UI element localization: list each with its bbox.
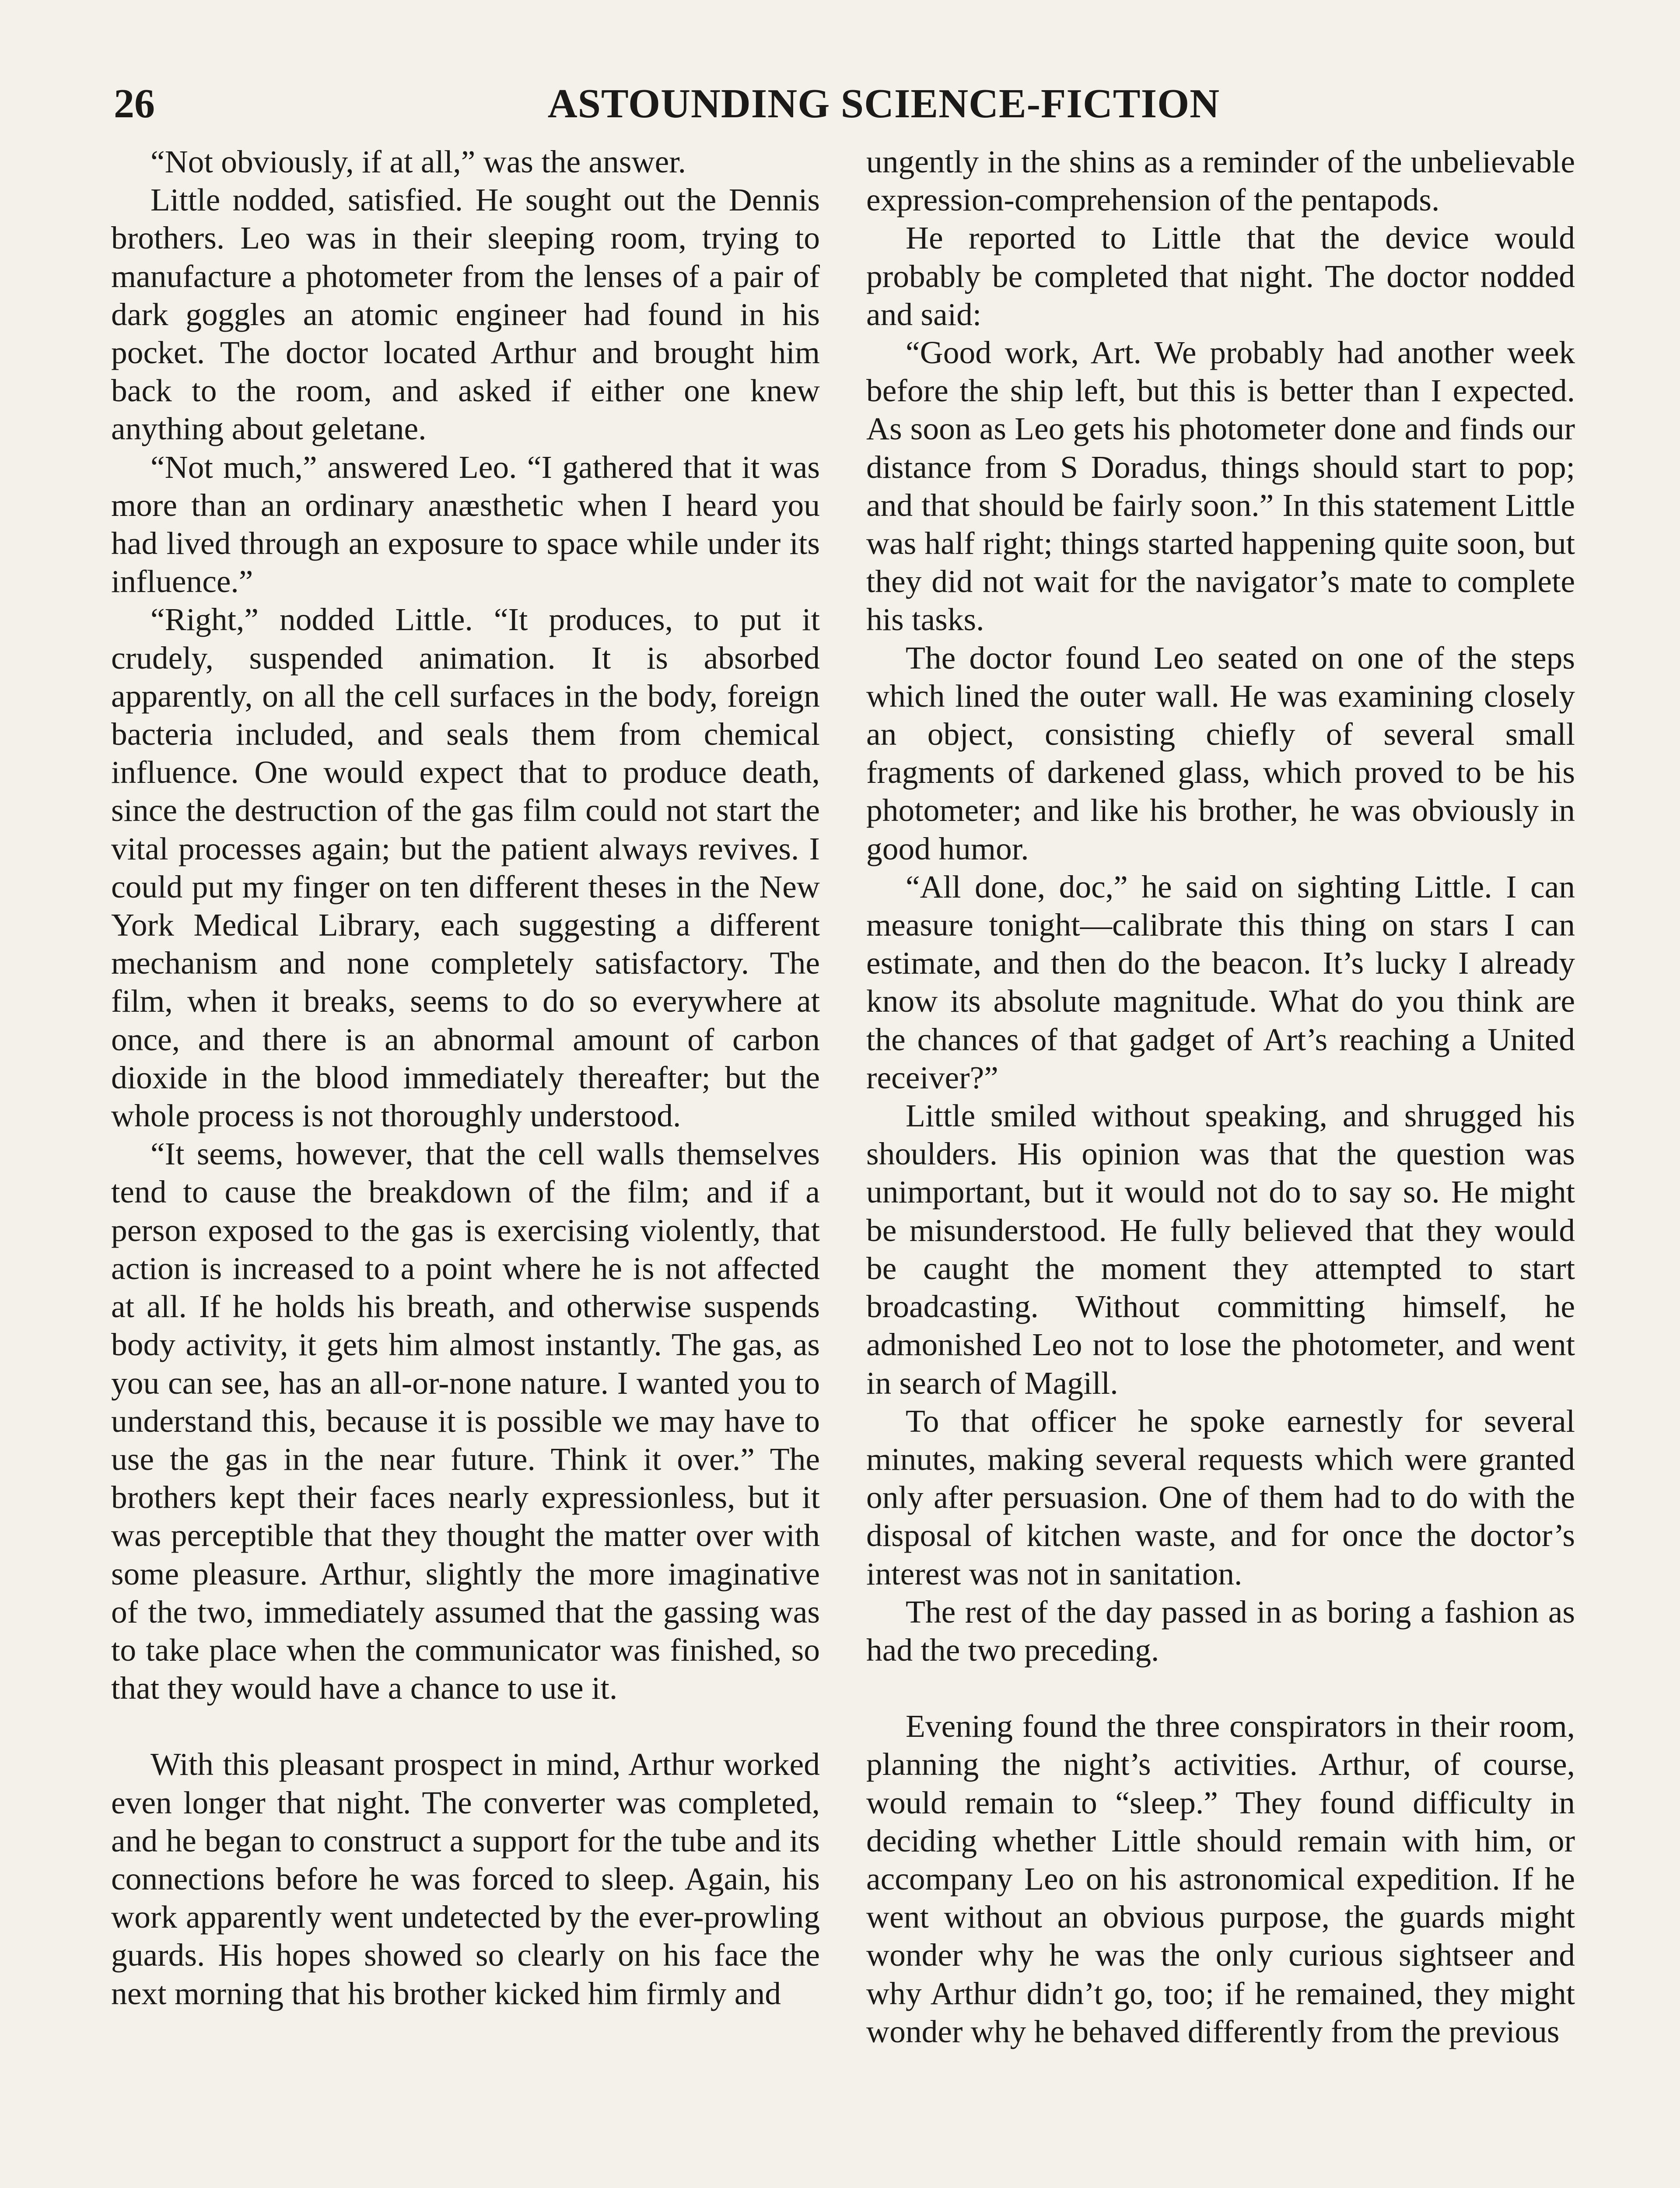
running-title: ASTOUNDING SCIENCE-FICTION (547, 81, 1220, 126)
page-number: 26 (114, 81, 155, 126)
paragraph: Little nodded, satisfied. He sought out the Dennis brothers. Leo was in their sleeping room, trying to manufacture a photometer from the lenses of a pair of dark goggles an atomic engineer had found in his pocket. The doctor located Arthur and brought him back to the room, and asked if either one knew anything about geletane. (111, 182, 820, 447)
paragraph: Little smiled without speaking, and shrugged his shoulders. His opinion was that the question was unimportant, but it would not do to say so. He might be misunderstood. He fully believed that they would be caught the moment they attempted to start broadcasting. Without committing himself, he admonished Leo not to lose the photometer, and went in search of Magill. (866, 1098, 1575, 1401)
paragraph: “It seems, however, that the cell walls themselves tend to cause the breakdown of the film; and if a person exposed to the gas is exercising violently, that action is increased to a point where he is not affected at all. If he holds his breath, and otherwise suspends body activity, it gets him almost instantly. The gas, as you can see, has an all-or-none nature. I wanted you to understand this, because it is possible we may have to use the gas in the near future. Think it over.” The brothers kept their faces nearly expressionless, but it was perceptible that they thought the matter over with some pleasure. Arthur, slightly the more imaginative of the two, immediately assumed that the gassing was to take place when the communicator was finished, so that they would have a chance to use it. (111, 1136, 820, 1706)
paragraph: To that officer he spoke earnestly for several minutes, making several requests which were granted only after persuasion. One of them had to do with the disposal of kitchen waste, and for once the doctor’s interest was not in sanitation. (866, 1403, 1575, 1592)
paragraph: The doctor found Leo seated on one of the steps which lined the outer wall. He was examining closely an object, consisting chiefly of several small fragments of darkened glass, which proved to be his photometer; and like his brother, he was obviously in good humor. (866, 640, 1575, 866)
paragraph: “Not much,” answered Leo. “I gathered that it was more than an ordinary anæsthetic when I heard you had lived through an exposure to space while under its influence.” (111, 449, 820, 600)
paragraph: The rest of the day passed in as boring a fashion as had the two preceding. (866, 1594, 1575, 1668)
paragraph: “Good work, Art. We probably had another week before the ship left, but this is better than I expected. As soon as Leo gets his photometer done and finds our distance from S Doradus, things should start to pop; and that should be fairly soon.” In this statement Little was half right; things started happening quite soon, but they did not wait for the navigator’s mate to complete his tasks. (866, 335, 1575, 638)
paragraph: “Not obviously, if at all,” was the answer. (150, 144, 686, 179)
paragraph: Evening found the three conspirators in their room, planning the night’s activities. Arthur, of course, would remain to “sleep.” They found difficulty in deciding whether Little should remain with him, or accompany Leo on his astronomical expedition. If he went without an obvious purpose, the guards might wonder why he was the only curious sightseer and why Arthur didn’t go, too; if he remained, they might wonder why he behaved differently from the previous (866, 1708, 1575, 2049)
paragraph: “All done, doc,” he said on sighting Little. I can measure tonight—calibrate this thing on stars I can estimate, and then do the beacon. It’s lucky I already know its absolute magnitude. What do you think are the chances of that gadget of Art’s reaching a United receiver?” (866, 869, 1575, 1095)
left-column (111, 143, 820, 2013)
right-column (866, 143, 1575, 2051)
paragraph: He reported to Little that the device would probably be completed that night. The doctor nodded and said: (866, 220, 1575, 332)
paragraph: With this pleasant prospect in mind, Arthur worked even longer that night. The converter was completed, and he began to construct a support for the tube and its connections before he was forced to sleep. Again, his work apparently went undetected by the ever-prowling guards. His hopes showed so clearly on his face the next morning that his brother kicked him firmly and (111, 1746, 820, 2011)
paragraph: “Right,” nodded Little. “It produces, to put it crudely, suspended animation. It is absorbed apparently, on all the cell surfaces in the body, foreign bacteria included, and seals them from chemical influence. One would expect that to produce death, since the destruction of the gas film could not start the vital processes again; but the patient always revives. I could put my finger on ten different theses in the New York Medical Library, each suggesting a different mechanism and none completely satisfactory. The film, when it breaks, seems to do so everywhere at once, and there is an abnormal amount of carbon dioxide in the blood immediately thereafter; but the whole process is not thoroughly understood. (111, 602, 820, 1134)
paragraph: ungently in the shins as a reminder of the unbelievable expression-comprehension of the pentapods. (866, 144, 1575, 218)
page-header (111, 75, 1569, 132)
